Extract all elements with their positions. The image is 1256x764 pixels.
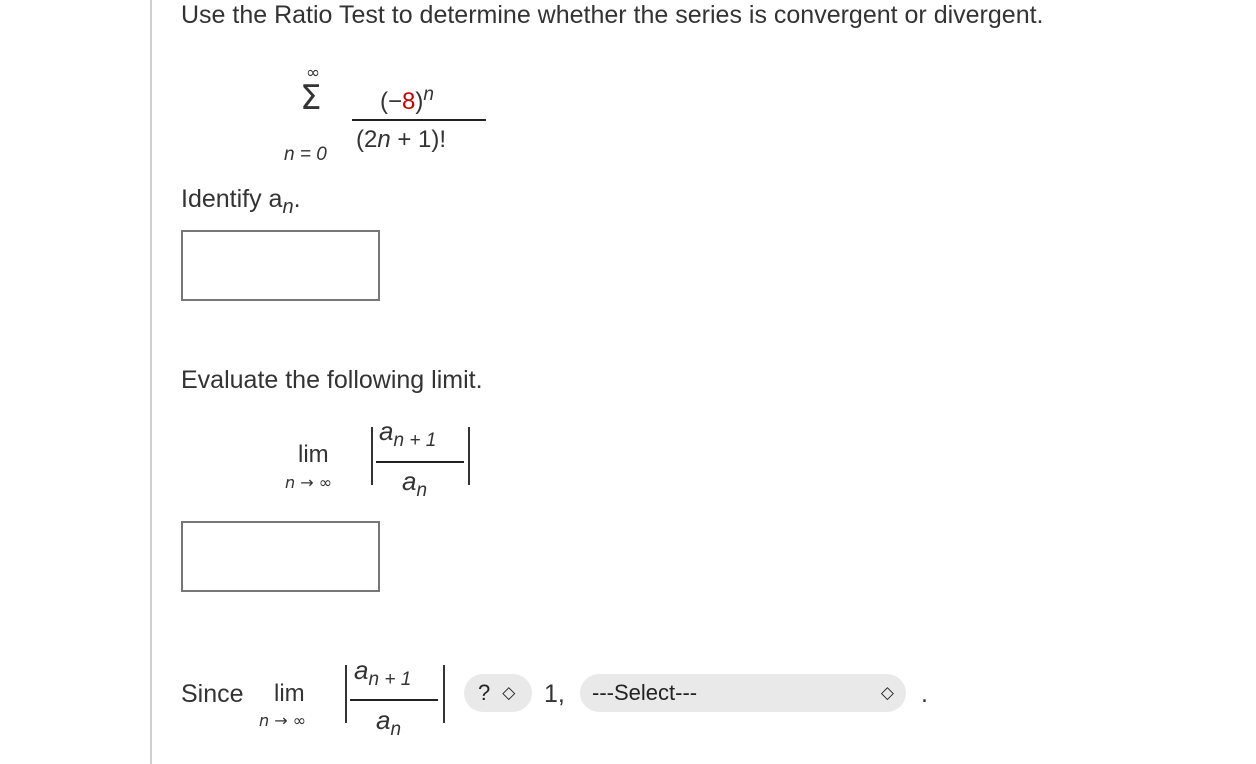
conclusion-select[interactable]	[580, 674, 906, 712]
lim-word: lim	[298, 441, 329, 468]
sum-upper-limit: ∞	[306, 63, 321, 83]
series-denominator: (2n + 1)!	[356, 126, 447, 153]
limit-answer-field[interactable]	[181, 521, 380, 592]
ratio-numerator: $a_{n + 1}$	[379, 416, 437, 452]
series-fraction-bar	[352, 119, 486, 121]
trailing-period: .	[921, 680, 928, 708]
left-margin-rule	[150, 0, 152, 764]
ratio-fraction-bar	[376, 461, 464, 463]
question-instruction: Use the Ratio Test to determine whether the series is convergent or divergent.	[181, 1, 1044, 29]
since-abs-bar-right	[443, 665, 445, 723]
since-ratio-denominator: $a_n$	[376, 705, 402, 741]
select-arrows-icon: ◇	[502, 683, 516, 703]
since-ratio-fraction-bar	[350, 699, 438, 701]
evaluate-limit-label: Evaluate the following limit.	[181, 366, 483, 394]
comparison-select[interactable]	[464, 674, 532, 712]
highlighted-base: 8	[402, 88, 416, 115]
select-arrows-icon: ◇	[880, 683, 894, 703]
since-lim-subscript: n → ∞	[259, 711, 307, 730]
ratio-denominator: $a_n$	[402, 466, 428, 502]
identify-an-label: Identify $a_n$.	[181, 185, 301, 218]
series-numerator: $(-8)^n$	[380, 84, 434, 115]
abs-bar-left	[371, 427, 373, 485]
since-label: Since	[181, 680, 244, 708]
since-lim-word: lim	[274, 680, 305, 707]
sum-lower-limit: n = 0	[284, 144, 327, 165]
sum-symbol: Σ	[300, 78, 322, 118]
since-abs-bar-left	[345, 665, 347, 723]
lim-subscript: n → ∞	[285, 473, 333, 492]
an-answer-field[interactable]	[181, 230, 380, 301]
abs-bar-right	[468, 427, 470, 485]
compare-to-one: 1,	[544, 680, 565, 708]
comparison-value: ?	[478, 680, 491, 705]
conclusion-value: ---Select---	[592, 680, 698, 705]
since-ratio-numerator: $a_{n + 1}$	[354, 655, 412, 691]
